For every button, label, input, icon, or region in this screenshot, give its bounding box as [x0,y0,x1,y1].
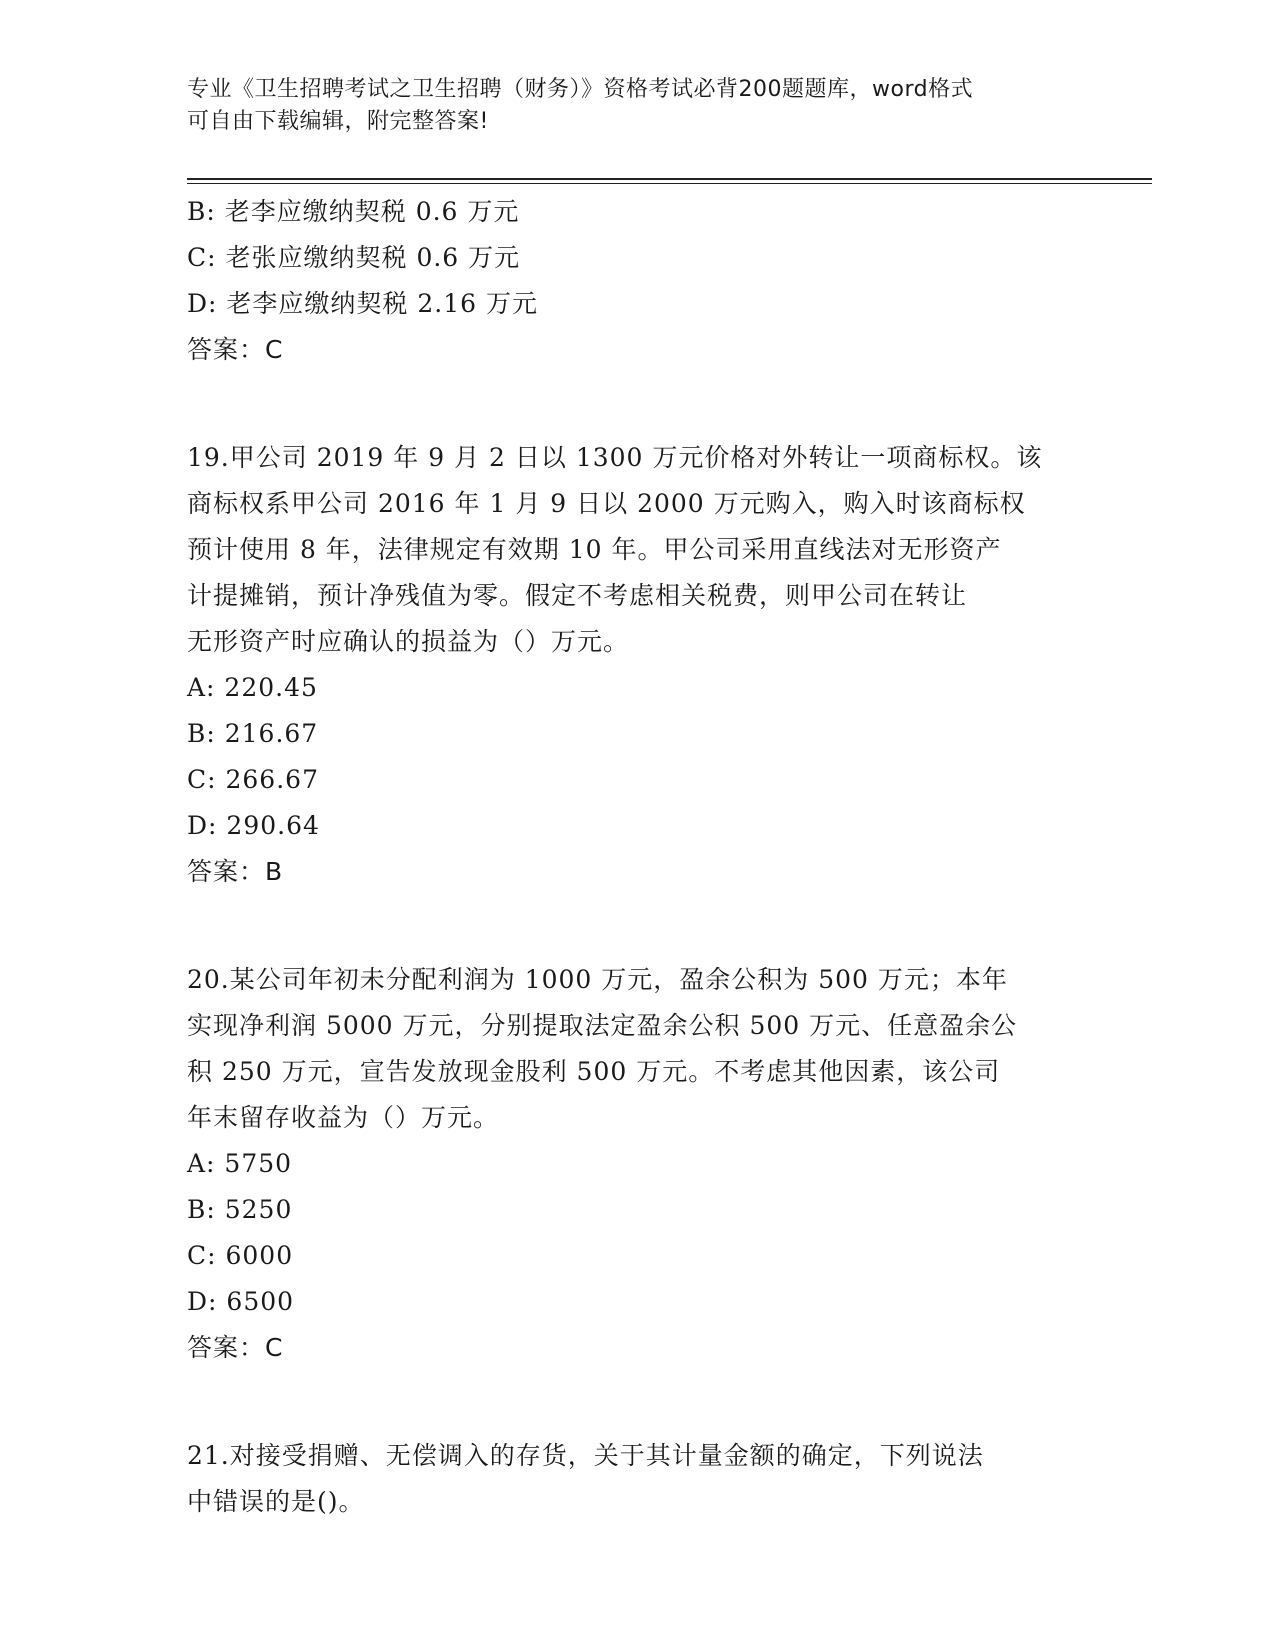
question-21 [187,1433,1087,1525]
option-a: A: 5750 [187,1149,293,1178]
answer-line: 答案：C [187,1333,284,1362]
option-d: D: 6500 [187,1287,295,1316]
option-d: D: 老李应缴纳契税 2.16 万元 [187,289,538,318]
question-text-line: 19.甲公司 2019 年 9 月 2 日以 1300 万元价格对外转让一项商标权。该 [187,443,1043,472]
question-text-line: 21.对接受捐赠、无偿调入的存货，关于其计量金额的确定，下列说法 [187,1441,984,1470]
question-20 [187,957,1087,1371]
option-d: D: 290.64 [187,811,320,840]
option-c: C: 老张应缴纳契税 0.6 万元 [187,243,521,272]
question-text-line: 无形资产时应确认的损益为（）万元。 [187,627,630,656]
header-rule-thick [187,178,1152,180]
question-text-line: 商标权系甲公司 2016 年 1 月 9 日以 2000 万元购入，购入时该商标权 [187,489,1026,518]
header-line-1: 专业《卫生招聘考试之卫生招聘（财务）》资格考试必背200题题库，word格式 [187,77,974,102]
question-text-line: 20.某公司年初未分配利润为 1000 万元，盈余公积为 500 万元；本年 [187,965,1008,994]
spacer [187,373,1087,435]
header-line-2: 可自由下载编辑，附完整答案! [187,109,489,134]
option-c: C: 6000 [187,1241,294,1270]
question-text-line: 计提摊销，预计净残值为零。假定不考虑相关税费，则甲公司在转让 [187,581,968,610]
question-text-line: 积 250 万元，宣告发放现金股利 500 万元。不考虑其他因素，该公司 [187,1057,1001,1086]
option-a: A: 220.45 [187,673,318,702]
question-18-continued [187,189,1087,373]
question-19 [187,435,1087,895]
option-b: B: 5250 [187,1195,293,1224]
question-text-line: 中错误的是()。 [187,1487,365,1516]
question-text-line: 年末留存收益为（）万元。 [187,1103,500,1132]
option-c: C: 266.67 [187,765,319,794]
answer-line: 答案：B [187,857,284,886]
question-text-line: 实现净利润 5000 万元，分别提取法定盈余公积 500 万元、任意盈余公 [187,1011,1018,1040]
document-header [187,74,1087,138]
document-body [187,189,1087,1525]
header-rule-thin [187,183,1152,184]
answer-line: 答案：C [187,335,284,364]
question-text-line: 预计使用 8 年，法律规定有效期 10 年。甲公司采用直线法对无形资产 [187,535,1002,564]
option-b: B: 老李应缴纳契税 0.6 万元 [187,197,520,226]
spacer [187,895,1087,957]
option-b: B: 216.67 [187,719,319,748]
spacer [187,1371,1087,1433]
